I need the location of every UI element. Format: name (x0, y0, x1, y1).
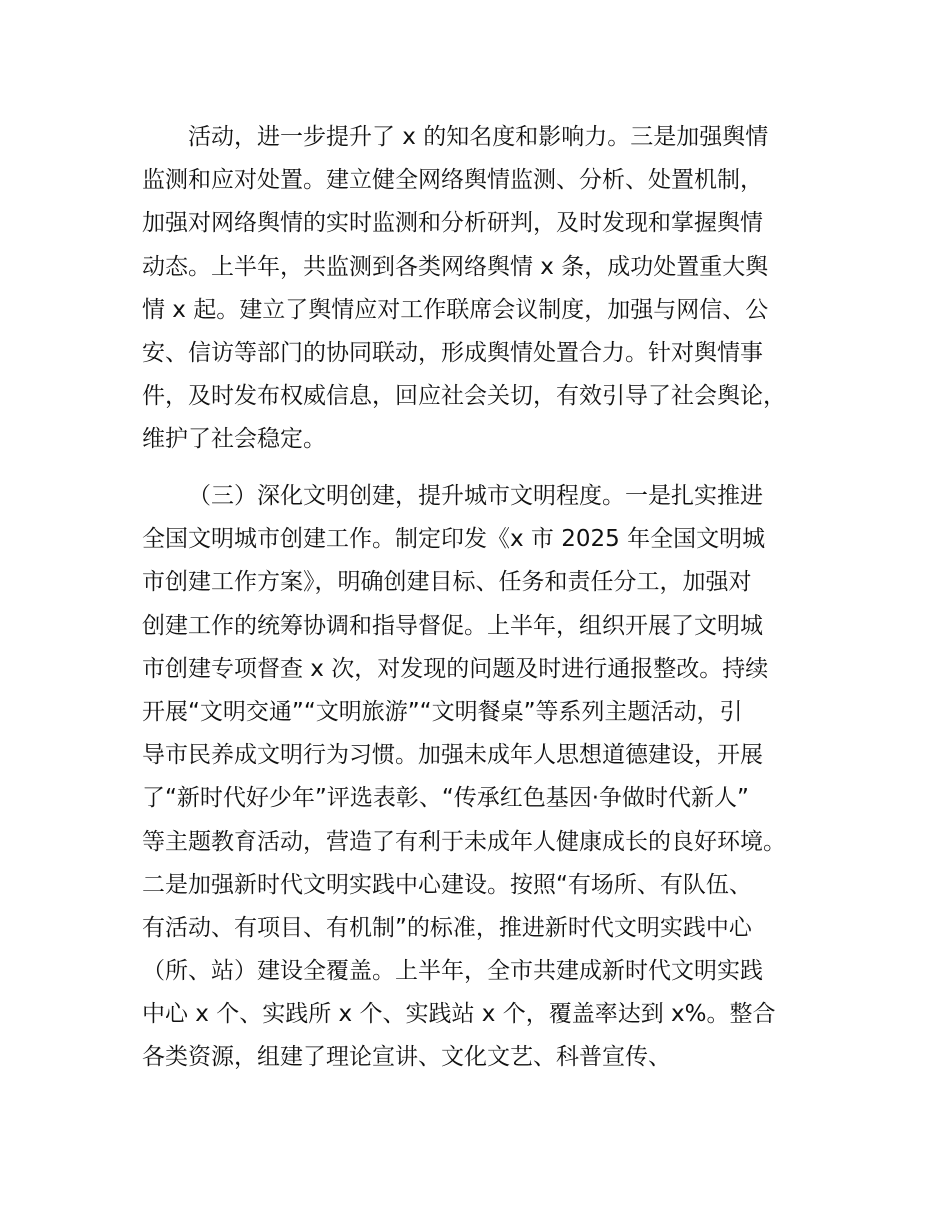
paragraph-line: 情 x 起。建立了舆情应对工作联席会议制度，加强与网信、公 (142, 296, 769, 323)
paragraph-line: 全国文明城市创建工作。制定印发《x 市 2025 年全国文明城 (142, 526, 766, 553)
paragraph-line: 件，及时发布权威信息，回应社会关切，有效引导了社会舆论， (142, 383, 786, 410)
paragraph-line: 有活动、有项目、有机制”的标准，推进新时代文明实践中心 (142, 914, 752, 941)
paragraph-line: 动态。上半年，共监测到各类网络舆情 x 条，成功处置重大舆 (142, 253, 769, 280)
paragraph-line: 活动，进一步提升了 x 的知名度和影响力。三是加强舆情 (188, 124, 769, 150)
paragraph-line: 加强对网络舆情的实时监测和分析研判，及时发现和掌握舆情 (142, 210, 763, 237)
paragraph-line: 安、信访等部门的协同联动，形成舆情处置合力。针对舆情事 (142, 339, 763, 366)
paragraph-line: 创建工作的统筹协调和指导督促。上半年，组织开展了文明城 (142, 612, 763, 639)
paragraph-line: 监测和应对处置。建立健全网络舆情监测、分析、处置机制， (142, 167, 763, 194)
paragraph-line: 导市民养成文明行为习惯。加强未成年人思想道德建设，开展 (142, 742, 763, 769)
paragraph-line: 市创建工作方案》，明确创建目标、任务和责任分工，加强对 (142, 569, 752, 596)
paragraph-line: 等主题教育活动，营造了有利于未成年人健康成长的良好环境。 (142, 828, 786, 855)
paragraph-line: 维护了社会稳定。 (142, 426, 326, 453)
paragraph-line: （所、站）建设全覆盖。上半年，全市共建成新时代文明实践 (142, 958, 763, 985)
paragraph-line: 中心 x 个、实践所 x 个、实践站 x 个，覆盖率达到 x%。整合 (142, 1001, 776, 1028)
paragraph-line: 各类资源，组建了理论宣讲、文化文艺、科普宣传、 (142, 1044, 671, 1071)
paragraph-line: 了“新时代好少年”评选表彰、“传承红色基因·争做时代新人” (142, 785, 749, 812)
paragraph-line: 开展“文明交通”“文明旅游”“文明餐桌”等系列主题活动，引 (142, 698, 743, 725)
paragraph-2 (142, 475, 842, 1080)
paragraph-1 (142, 116, 842, 462)
section-heading-line: （三）深化文明创建，提升城市文明程度。一是扎实推进 (188, 483, 763, 509)
paragraph-line: 二是加强新时代文明实践中心建设。按照“有场所、有队伍、 (142, 871, 752, 898)
paragraph-line: 市创建专项督查 x 次，对发现的问题及时进行通报整改。持续 (142, 655, 769, 682)
